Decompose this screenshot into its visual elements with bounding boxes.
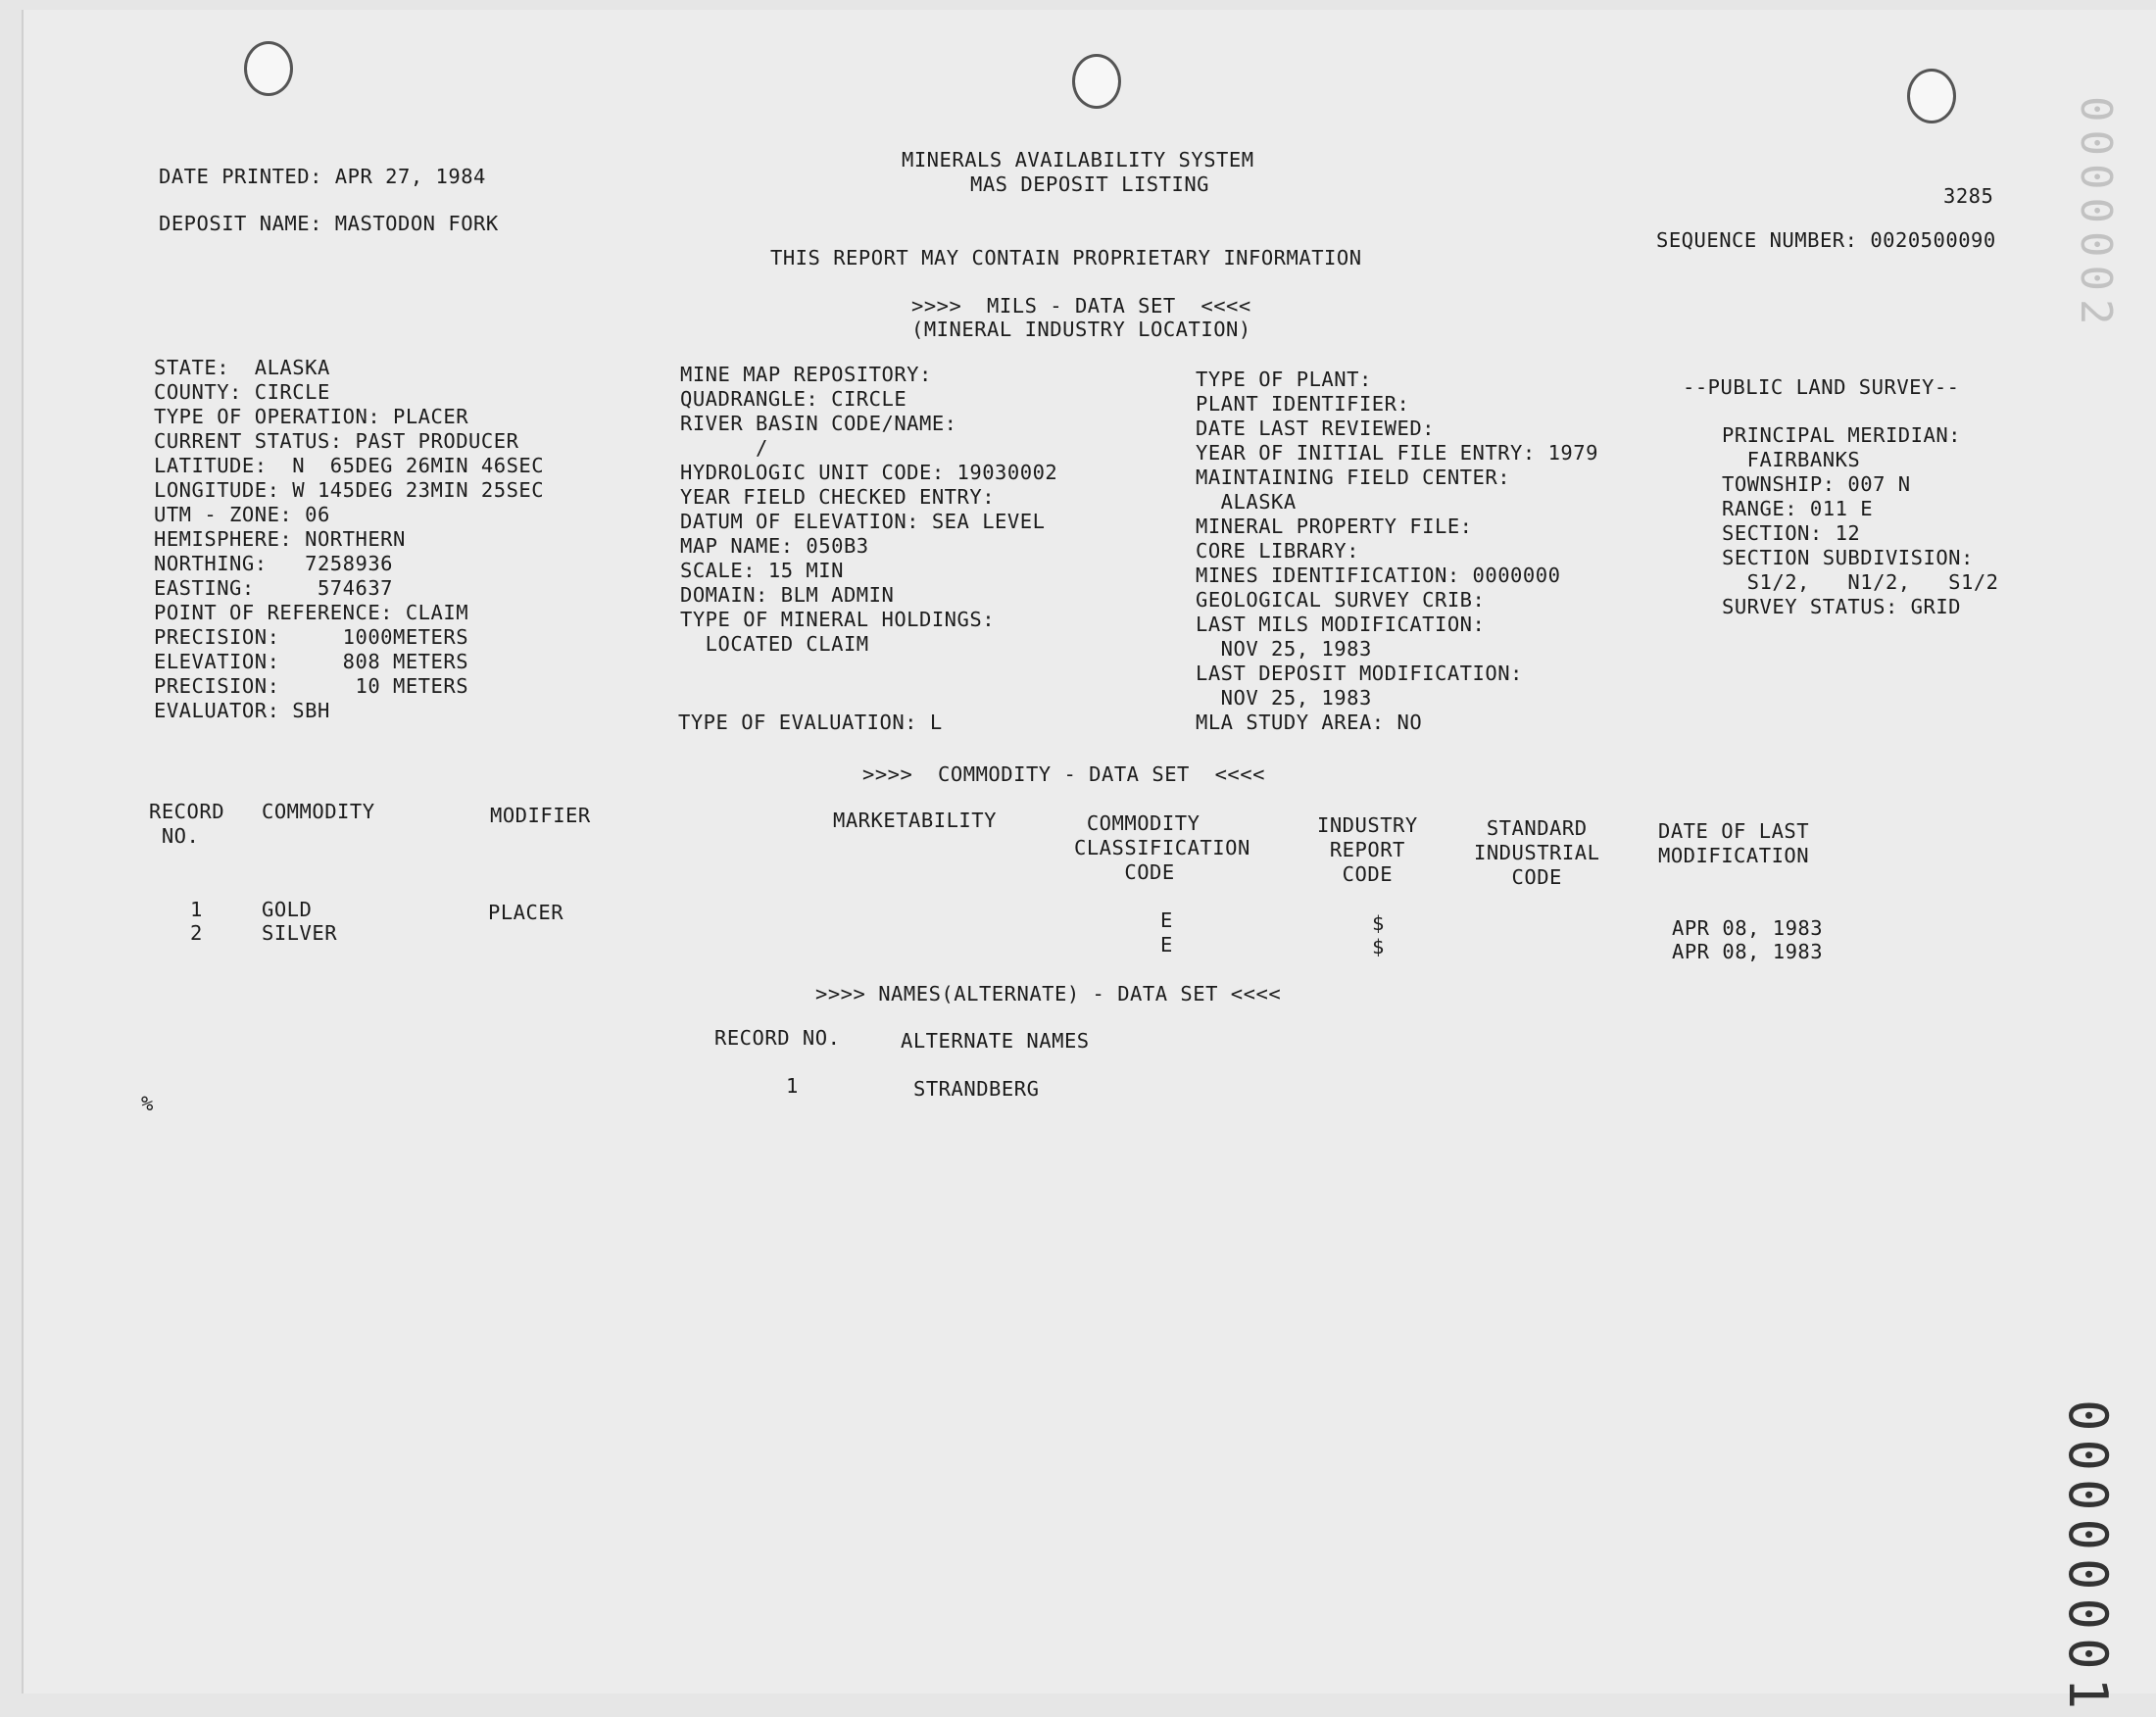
mils-column-map [680,363,1057,657]
easting: EASTING: 574637 [154,576,393,600]
mils-column-land-survey [1722,423,1999,619]
mines-identification: MINES IDENTIFICATION: 0000000 [1196,564,1561,587]
document-page [22,10,2156,1717]
point-of-reference: POINT OF REFERENCE: CLAIM [154,601,469,624]
county: COUNTY: CIRCLE [154,380,330,404]
row-date: APR 08, 1983 [1672,916,1824,940]
header-standard-industrial-code: STANDARD INDUSTRIAL CODE [1474,816,1600,889]
row-modifier: PLACER [488,901,564,924]
latitude: LATITUDE: N 65DEG 26MIN 46SEC [154,454,545,477]
system-title: MINERALS AVAILABILITY SYSTEM [902,148,1254,172]
punch-hole-right [1907,69,1956,123]
name-record-no: 1 [786,1074,799,1098]
current-status: CURRENT STATUS: PAST PRODUCER [154,429,519,453]
row-industry-code: $ [1372,911,1385,935]
field-center-value: ALASKA [1196,490,1297,514]
domain: DOMAIN: BLM ADMIN [680,583,895,607]
survey-status: SURVEY STATUS: GRID [1722,595,1961,618]
river-basin: RIVER BASIN CODE/NAME: [680,412,957,435]
mla-study-area: MLA STUDY AREA: NO [1196,711,1423,734]
precision-location: PRECISION: 1000METERS [154,625,469,649]
year-initial-entry: YEAR OF INITIAL FILE ENTRY: 1979 [1196,441,1598,465]
mineral-holdings-value: LOCATED CLAIM [680,632,869,656]
page-number: 3285 [1943,184,1994,208]
evaluator: EVALUATOR: SBH [154,699,330,722]
row-commodity: SILVER [262,921,338,945]
geological-survey-crib: GEOLOGICAL SURVEY CRIB: [1196,588,1486,612]
principal-meridian-value: FAIRBANKS [1722,448,1861,471]
last-deposit-modification: LAST DEPOSIT MODIFICATION: [1196,662,1523,685]
date-printed: DATE PRINTED: APR 27, 1984 [159,165,486,188]
hemisphere: HEMISPHERE: NORTHERN [154,527,406,551]
header-classification-code: COMMODITY CLASSIFICATION CODE [1074,811,1250,884]
elevation: ELEVATION: 808 METERS [154,650,469,673]
range: RANGE: 011 E [1722,497,1874,520]
punch-hole-left [244,41,293,96]
alternate-name: STRANDBERG [913,1077,1040,1101]
last-mils-modification: LAST MILS MODIFICATION: [1196,613,1486,636]
header-modifier: MODIFIER [490,804,591,827]
row-date: APR 08, 1983 [1672,940,1824,963]
mineral-holdings: TYPE OF MINERAL HOLDINGS: [680,608,996,631]
punch-hole-center [1072,54,1121,109]
principal-meridian: PRINCIPAL MERIDIAN: [1722,423,1961,447]
map-name: MAP NAME: 050B3 [680,534,869,558]
deposit-name: DEPOSIT NAME: MASTODON FORK [159,212,499,235]
precision-elevation: PRECISION: 10 METERS [154,674,469,698]
public-land-survey-title: --PUBLIC LAND SURVEY-- [1683,375,1960,399]
header-industry-report-code: INDUSTRY REPORT CODE [1317,813,1418,886]
township: TOWNSHIP: 007 N [1722,472,1911,496]
row-classification-code: E [1160,933,1173,957]
northing: NORTHING: 7258936 [154,552,393,575]
scale: SCALE: 15 MIN [680,559,844,582]
type-of-operation: TYPE OF OPERATION: PLACER [154,405,469,428]
datum-of-elevation: DATUM OF ELEVATION: SEA LEVEL [680,510,1046,533]
type-of-plant: TYPE OF PLANT: [1196,368,1372,391]
mils-column-location [154,356,544,723]
utm-zone: UTM - ZONE: 06 [154,503,330,526]
river-basin-value: / [680,436,768,460]
listing-title: MAS DEPOSIT LISTING [970,172,1209,196]
header-marketability: MARKETABILITY [833,809,997,832]
core-library: CORE LIBRARY: [1196,539,1359,563]
row-industry-code: $ [1372,935,1385,958]
quadrangle: QUADRANGLE: CIRCLE [680,387,907,411]
mine-map-repository: MINE MAP REPOSITORY: [680,363,932,386]
side-number-faint: 0000002 [2071,96,2121,333]
names-title: >>>> NAMES(ALTERNATE) - DATA SET <<<< [815,982,1282,1006]
mineral-property-file: MINERAL PROPERTY FILE: [1196,515,1473,538]
last-mils-modification-value: NOV 25, 1983 [1196,637,1372,661]
plant-identifier: PLANT IDENTIFIER: [1196,392,1410,416]
year-field-checked: YEAR FIELD CHECKED ENTRY: [680,485,996,509]
header-commodity: COMMODITY [262,800,375,823]
side-number: 00000001 [2057,1399,2119,1717]
last-deposit-modification-value: NOV 25, 1983 [1196,686,1372,710]
state: STATE: ALASKA [154,356,330,379]
date-last-reviewed: DATE LAST REVIEWED: [1196,417,1435,440]
mils-subtitle: (MINERAL INDUSTRY LOCATION) [911,318,1251,341]
header-record-no: RECORD NO. [149,800,225,848]
names-header-record-no: RECORD NO. [714,1026,841,1050]
sequence-number: SEQUENCE NUMBER: 0020500090 [1656,228,1996,252]
type-of-evaluation: TYPE OF EVALUATION: L [678,711,943,734]
proprietary-notice: THIS REPORT MAY CONTAIN PROPRIETARY INFORMATION [770,246,1362,270]
row-record-no: 2 [190,921,203,945]
percent-mark: % [141,1092,154,1115]
longitude: LONGITUDE: W 145DEG 23MIN 25SEC [154,478,545,502]
hydrologic-unit-code: HYDROLOGIC UNIT CODE: 19030002 [680,461,1058,484]
section-subdivision-value: S1/2, N1/2, S1/2 [1722,570,1999,594]
section-subdivision: SECTION SUBDIVISION: [1722,546,1974,569]
field-center: MAINTAINING FIELD CENTER: [1196,466,1511,489]
mils-column-plant [1196,368,1598,735]
commodity-title: >>>> COMMODITY - DATA SET <<<< [862,762,1265,786]
section: SECTION: 12 [1722,521,1861,545]
row-record-no: 1 [190,898,203,921]
row-commodity: GOLD [262,898,313,921]
names-header-alternate-names: ALTERNATE NAMES [901,1029,1090,1053]
row-classification-code: E [1160,908,1173,932]
mils-title: >>>> MILS - DATA SET <<<< [911,294,1251,318]
header-date-last-modification: DATE OF LAST MODIFICATION [1658,819,1810,867]
